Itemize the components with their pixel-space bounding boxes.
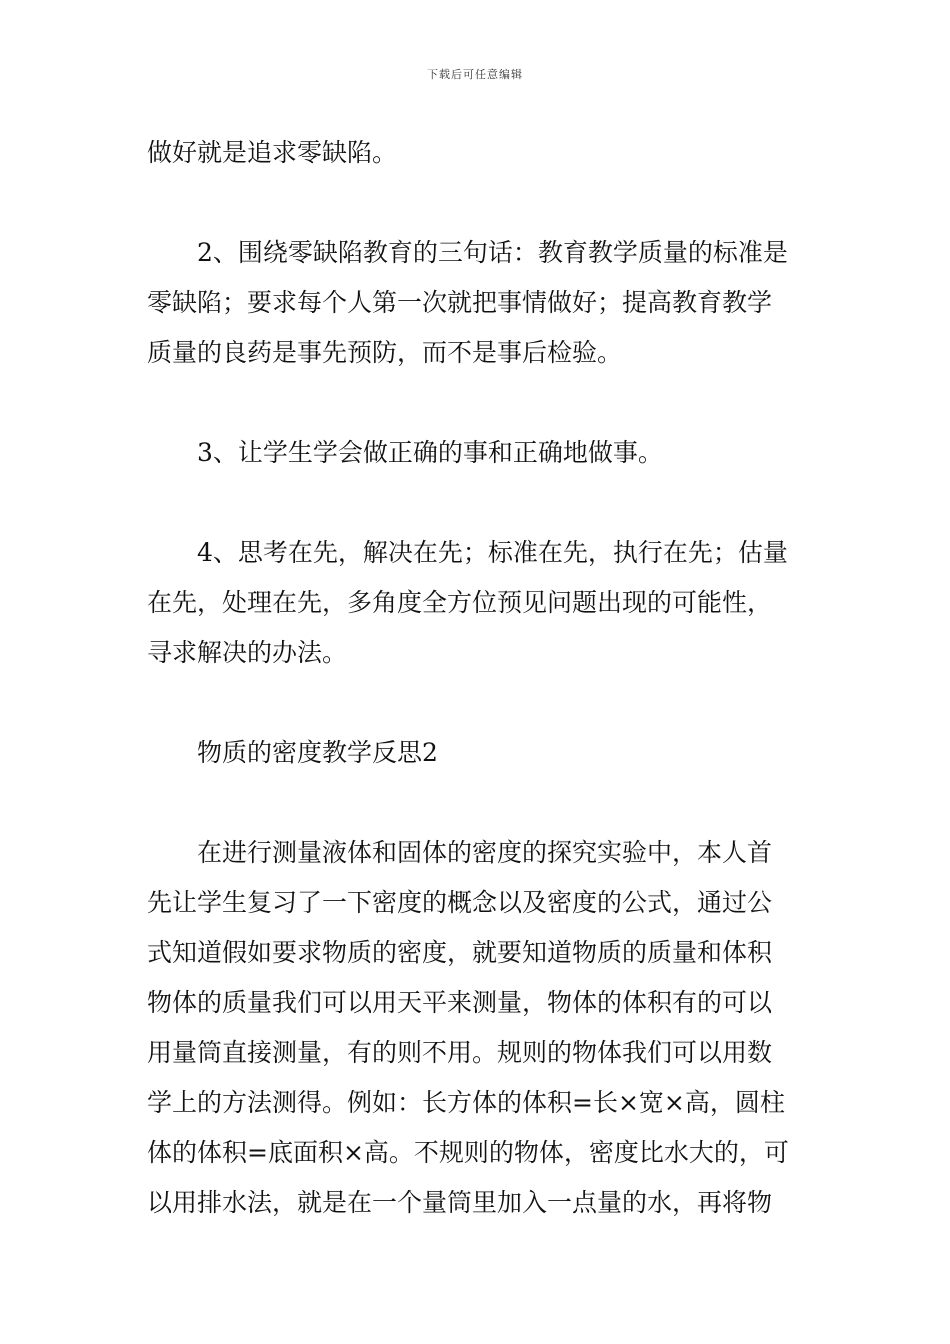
paragraph-2-line-3: 质量的良药是事先预防，而不是事后检验。 bbox=[147, 338, 623, 367]
paragraph-4-line-1: 4、思考在先，解决在先；标准在先，执行在先；估量 bbox=[197, 538, 788, 567]
paragraph-4-line-3: 寻求解决的办法。 bbox=[147, 638, 348, 667]
paragraph-2-line-2: 零缺陷；要求每个人第一次就把事情做好；提高教育教学 bbox=[147, 288, 773, 317]
paragraph-2-line-1: 2、围绕零缺陷教育的三句话：教育教学质量的标准是 bbox=[197, 238, 788, 267]
paragraph-6-line-3: 式知道假如要求物质的密度，就要知道物质的质量和体积 bbox=[147, 938, 773, 967]
paragraph-6-line-8: 以用排水法，就是在一个量筒里加入一点量的水，再将物 bbox=[147, 1188, 773, 1217]
section-title: 物质的密度教学反思2 bbox=[197, 738, 438, 767]
document-body bbox=[147, 128, 807, 1228]
paragraph-3-line-1: 3、让学生学会做正确的事和正确地做事。 bbox=[197, 438, 663, 467]
page-header: 下载后可任意编辑 bbox=[427, 68, 523, 81]
paragraph-6-line-7: 体的体积=底面积×高。不规则的物体，密度比水大的，可 bbox=[147, 1138, 789, 1167]
paragraph-6-line-2: 先让学生复习了一下密度的概念以及密度的公式，通过公 bbox=[147, 888, 773, 917]
paragraph-4-line-2: 在先，处理在先，多角度全方位预见问题出现的可能性， bbox=[147, 588, 773, 617]
paragraph-6-line-1: 在进行测量液体和固体的密度的探究实验中，本人首 bbox=[197, 838, 773, 867]
paragraph-6-line-5: 用量筒直接测量，有的则不用。规则的物体我们可以用数 bbox=[147, 1038, 773, 1067]
paragraph-6-line-4: 物体的质量我们可以用天平来测量，物体的体积有的可以 bbox=[147, 988, 773, 1017]
paragraph-1-line-1: 做好就是追求零缺陷。 bbox=[147, 138, 398, 167]
paragraph-6-line-6: 学上的方法测得。例如：长方体的体积=长×宽×高，圆柱 bbox=[147, 1088, 785, 1117]
